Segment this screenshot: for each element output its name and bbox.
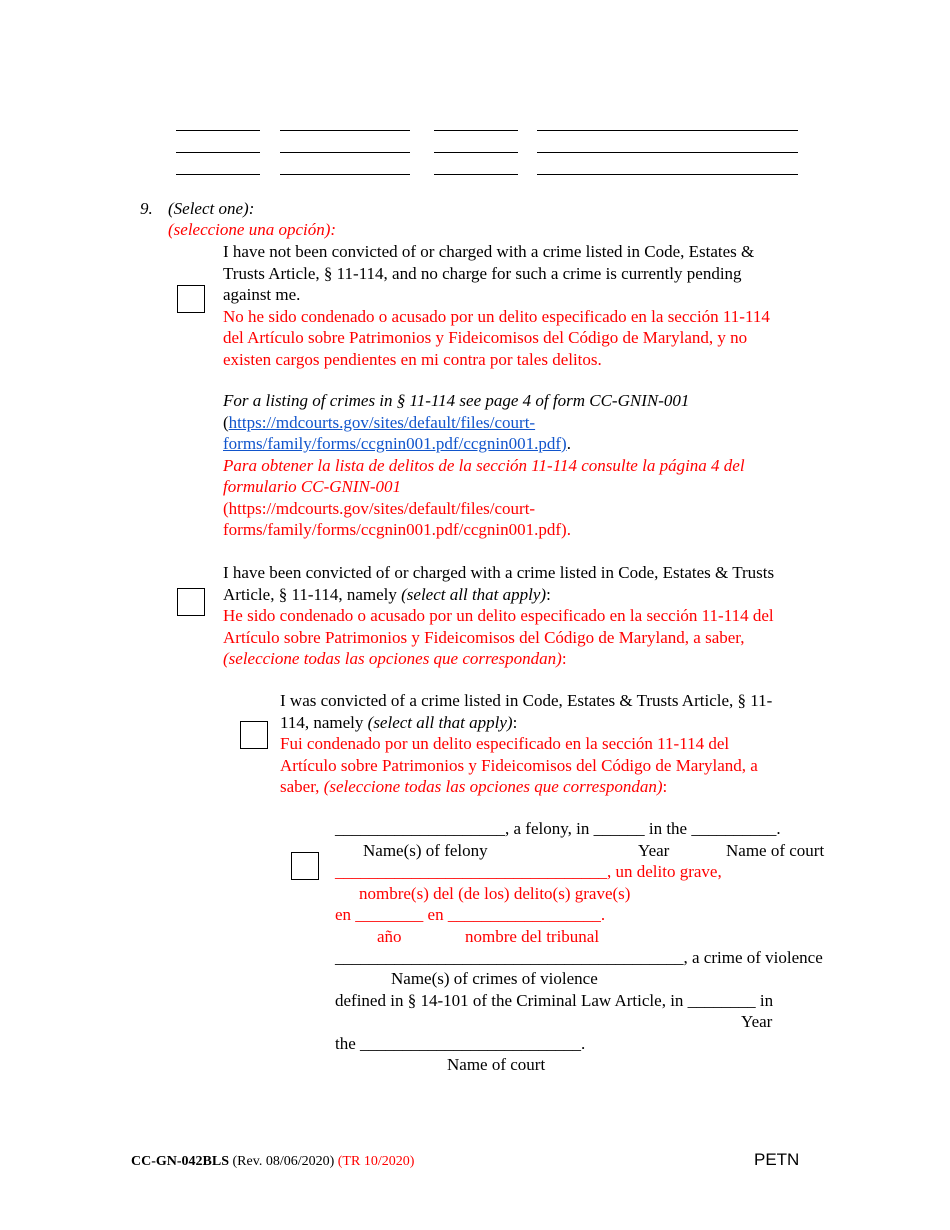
- option-a-en-line: Trusts Article, § 11-114, and no charge for such a crime is currently pending: [223, 263, 742, 283]
- listing-link-line: (https://mdcourts.gov/sites/default/files/court-: [223, 412, 536, 432]
- violence-label: Name(s) of crimes of violence: [391, 969, 598, 988]
- option-a-text: [223, 241, 770, 370]
- felony-checkbox[interactable]: [291, 852, 319, 880]
- footer-form-id: [131, 1153, 414, 1171]
- option-a-en-line: I have not been convicted of or charged with a crime listed in Code, Estates &: [223, 242, 755, 261]
- option-b-en-line: Article, § 11-114, namely (select all that apply):: [223, 584, 551, 604]
- option-b1-es-line: Artículo sobre Patrimonios y Fideicomisos del Código de Maryland, a: [280, 755, 758, 775]
- option-b-es-line: He sido condenado o acusado por un delito especificado en la sección 11-114 del: [223, 606, 774, 625]
- violence-line[interactable]: _________________________________________, a crime of violence: [335, 948, 823, 967]
- option-b1-es-line: Fui condenado por un delito especificado en la sección 11-114 del: [280, 734, 730, 753]
- option-b-checkbox[interactable]: [177, 588, 205, 616]
- felony-es-line[interactable]: ________________________________, un delito grave,: [335, 862, 722, 881]
- listing-en: For a listing of crimes in § 11-114 see page 4 of form CC-GNIN-001: [223, 391, 690, 410]
- listing-url-link[interactable]: https://mdcourts.gov/sites/default/files/court-: [228, 412, 536, 432]
- question-number: 9.: [140, 199, 153, 218]
- listing-link-line: forms/family/forms/ccgnin001.pdf/ccgnin001.pdf).: [223, 434, 571, 453]
- option-b-es-line: Artículo sobre Patrimonios y Fideicomisos del Código de Maryland, a saber,: [223, 627, 745, 647]
- option-a-es-line: existen cargos pendientes en mi contra por tales delitos.: [223, 349, 602, 369]
- felony-court-label: Name of court: [726, 841, 825, 860]
- form-id: CC-GN-042BLS: [131, 1154, 230, 1169]
- felony-es-name-label: nombre(s) del (de los) delito(s) grave(s): [359, 884, 631, 903]
- felony-name-label: Name(s) of felony: [363, 841, 488, 860]
- option-a-es-line: No he sido condenado o acusado por un delito especificado en la sección 11-114: [223, 306, 770, 326]
- option-b1-checkbox[interactable]: [240, 721, 268, 749]
- option-b-es-line: (seleccione todas las opciones que correspondan):: [223, 649, 567, 668]
- blank-field[interactable]: [537, 152, 798, 153]
- option-a-es-line: del Artículo sobre Patrimonios y Fideicomisos del Código de Maryland, y no: [223, 328, 748, 347]
- felony-year-label: Year: [638, 841, 670, 860]
- defined-year-label: Year: [741, 1012, 773, 1031]
- felony-es-line2[interactable]: en ________ en __________________.: [335, 905, 606, 924]
- blank-field[interactable]: [176, 152, 260, 153]
- the-court-line[interactable]: the __________________________.: [335, 1034, 586, 1053]
- form-tr: (TR 10/2020): [334, 1154, 415, 1169]
- listing-url-link-cont[interactable]: forms/family/forms/ccgnin001.pdf/ccgnin001.pdf): [223, 434, 567, 453]
- blank-field[interactable]: [280, 130, 410, 131]
- listing-es: formulario CC-GNIN-001: [223, 477, 402, 496]
- blank-field[interactable]: [537, 174, 798, 175]
- crime-listing-note: [223, 390, 745, 541]
- blank-field[interactable]: [537, 130, 798, 131]
- blank-field[interactable]: [434, 174, 518, 175]
- option-b-text: [223, 562, 774, 670]
- option-b1-es-line: saber, (seleccione todas las opciones que correspondan):: [280, 777, 668, 796]
- the-court-label: Name of court: [447, 1055, 546, 1074]
- listing-es-url: (https://mdcourts.gov/sites/default/files/court-: [223, 498, 536, 518]
- form-rev: (Rev. 08/06/2020): [229, 1154, 335, 1169]
- question-instruction-en: (Select one):: [168, 199, 255, 218]
- option-b1-en-line: 114, namely (select all that apply):: [280, 712, 518, 732]
- blank-field[interactable]: [176, 130, 260, 131]
- option-a-en-line: against me.: [223, 285, 301, 304]
- felony-line[interactable]: ____________________, a felony, in ______ in the __________.: [335, 819, 781, 838]
- option-a-checkbox[interactable]: [177, 285, 205, 313]
- defined-line[interactable]: defined in § 14-101 of the Criminal Law Article, in ________ in: [335, 991, 774, 1010]
- blank-field[interactable]: [434, 130, 518, 131]
- blank-field[interactable]: [280, 152, 410, 153]
- listing-es: Para obtener la lista de delitos de la sección 11-114 consulte la página 4 del: [223, 455, 745, 475]
- option-b1-en-line: I was convicted of a crime listed in Code, Estates & Trusts Article, § 11-: [280, 691, 773, 710]
- question-instruction-es: (seleccione una opción):: [168, 220, 337, 239]
- blank-field[interactable]: [280, 174, 410, 175]
- footer-code: PETN: [754, 1150, 800, 1169]
- felony-es-court-label: nombre del tribunal: [465, 927, 600, 946]
- blank-field[interactable]: [176, 174, 260, 175]
- option-b-en-line: I have been convicted of or charged with a crime listed in Code, Estates & Trusts: [223, 563, 775, 582]
- listing-es-url: forms/family/forms/ccgnin001.pdf/ccgnin001.pdf).: [223, 520, 571, 539]
- felony-es-year-label: año: [377, 927, 402, 946]
- blank-field[interactable]: [434, 152, 518, 153]
- option-b1-text: [280, 690, 772, 798]
